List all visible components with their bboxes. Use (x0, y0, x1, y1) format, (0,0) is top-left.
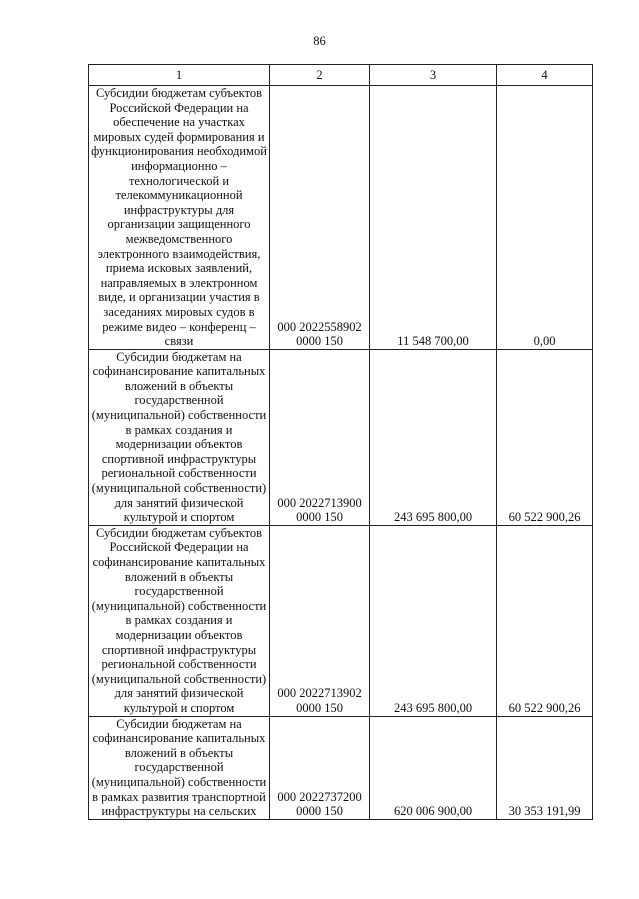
row-code: 000 2022558902 0000 150 (270, 86, 370, 350)
row-description: Субсидии бюджетам субъектов Российской Федерации на обеспечение на участках мировых судей формирования и функционирования необходимой информационно – технологической и телекоммуникационной инфраструктуры для организации защищенного межведомственного электронного взаимодействия, приема исковых заявлений, направляемых в электронном виде, и организации участия в заседаниях мировых судов в режиме видео – конференц – связи (89, 86, 270, 350)
column-header-1: 1 (89, 65, 270, 86)
row-value-4: 0,00 (497, 86, 593, 350)
table-row (89, 525, 593, 716)
row-value-4: 30 353 191,99 (497, 716, 593, 819)
row-code: 000 2022737200 0000 150 (270, 716, 370, 819)
table-row (89, 86, 593, 350)
column-header-4: 4 (497, 65, 593, 86)
row-value-3: 243 695 800,00 (370, 349, 497, 525)
column-header-3: 3 (370, 65, 497, 86)
row-code: 000 2022713900 0000 150 (270, 349, 370, 525)
budget-table (88, 64, 593, 820)
row-description: Субсидии бюджетам субъектов Российской Федерации на софинансирование капитальных вложений в объекты государственной (муниципальной) собственности в рамках создания и модернизации объектов спортивной инфраструктуры региональной собственности (муниципальной собственности) для занятий физической культурой и спортом (89, 525, 270, 716)
row-code: 000 2022713902 0000 150 (270, 525, 370, 716)
row-description: Субсидии бюджетам на софинансирование капитальных вложений в объекты государственной (муниципальной) собственности в рамках создания и модернизации объектов спортивной инфраструктуры региональной собственности (муниципальной собственности) для занятий физической культурой и спортом (89, 349, 270, 525)
row-description: Субсидии бюджетам на софинансирование капитальных вложений в объекты государственной (муниципальной) собственности в рамках развития транспортной инфраструктуры на сельских (89, 716, 270, 819)
table-row (89, 716, 593, 819)
row-value-3: 620 006 900,00 (370, 716, 497, 819)
row-value-4: 60 522 900,26 (497, 349, 593, 525)
column-header-2: 2 (270, 65, 370, 86)
row-value-3: 243 695 800,00 (370, 525, 497, 716)
row-value-4: 60 522 900,26 (497, 525, 593, 716)
page-number: 86 (313, 34, 326, 48)
table-row (89, 349, 593, 525)
row-value-3: 11 548 700,00 (370, 86, 497, 350)
table-header-row (89, 65, 593, 86)
